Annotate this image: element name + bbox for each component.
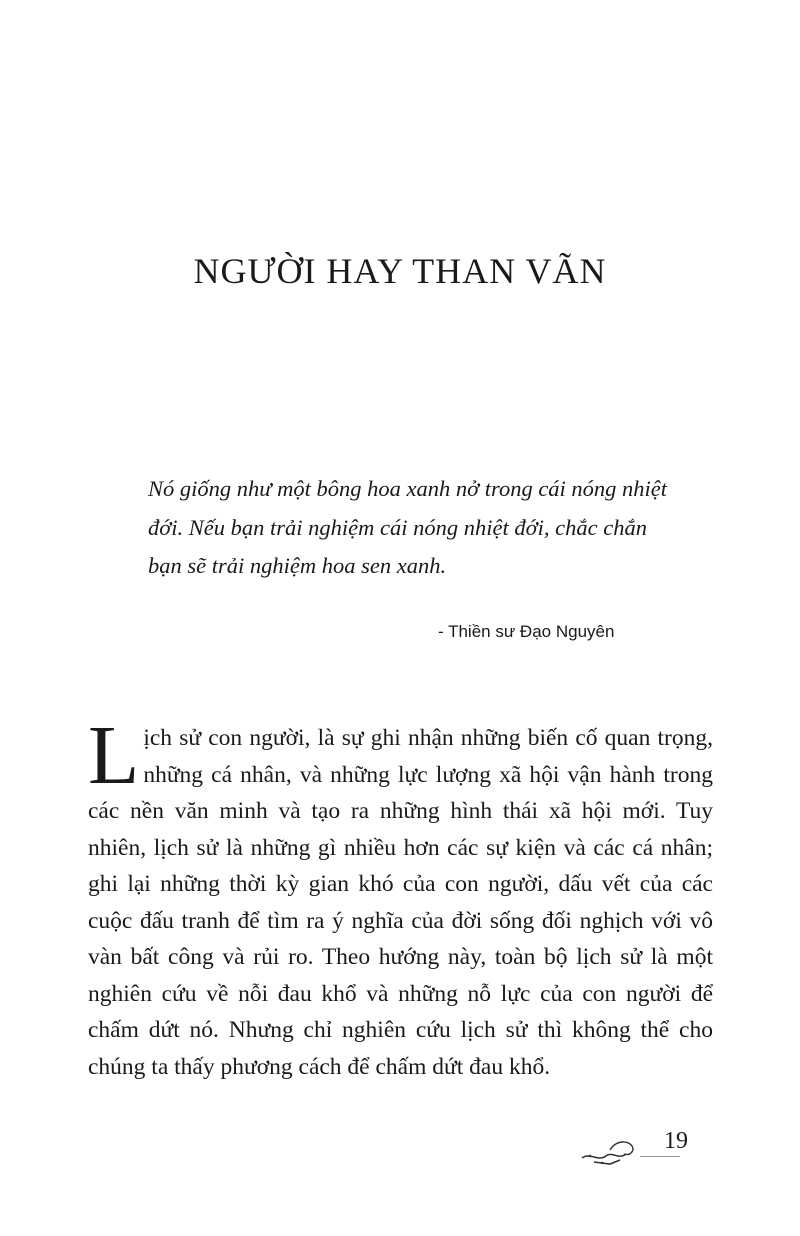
epigraph-attribution: - Thiền sư Đạo Nguyên [438, 622, 615, 641]
drop-cap: L [88, 709, 140, 802]
body-paragraph [88, 709, 713, 1085]
chapter-title: NGƯỜI HAY THAN VÃN [193, 251, 607, 291]
body-text: ịch sử con người, là sự ghi nhận những biến cố quan trọng, những cá nhân, và những lực lượng xã hội vận hành trong các nền văn minh và tạo ra những hình thái xã hội mới. Tuy nhiên, lịch sử là những gì nhiều hơn các sự kiện và các cá nhân; ghi lại những thời kỳ gian khó của con người, dấu vết của các cuộc đấu tranh để tìm ra ý nghĩa của đời sống đối nghịch với vô vàn bất công và rủi ro. Theo hướng này, toàn bộ lịch sử là một nghiên cứu về nỗi đau khổ và những nỗ lực của con người để chấm dứt nó. Nhưng chỉ nghiên cứu lịch sử thì không thể cho chúng ta thấy phương cách để chấm dứt đau khổ. [88, 725, 713, 1080]
footer-rule [640, 1156, 680, 1157]
decorative-flourish-icon [580, 1132, 650, 1172]
page-number: 19 [664, 1128, 688, 1154]
epigraph-quote: Nó giống như một bông hoa xanh nở trong cái nóng nhiệt đới. Nếu bạn trải nghiệm cái nóng nhiệt đới, chắc chắn bạn sẽ trải nghiệm hoa sen xanh. [148, 476, 668, 578]
